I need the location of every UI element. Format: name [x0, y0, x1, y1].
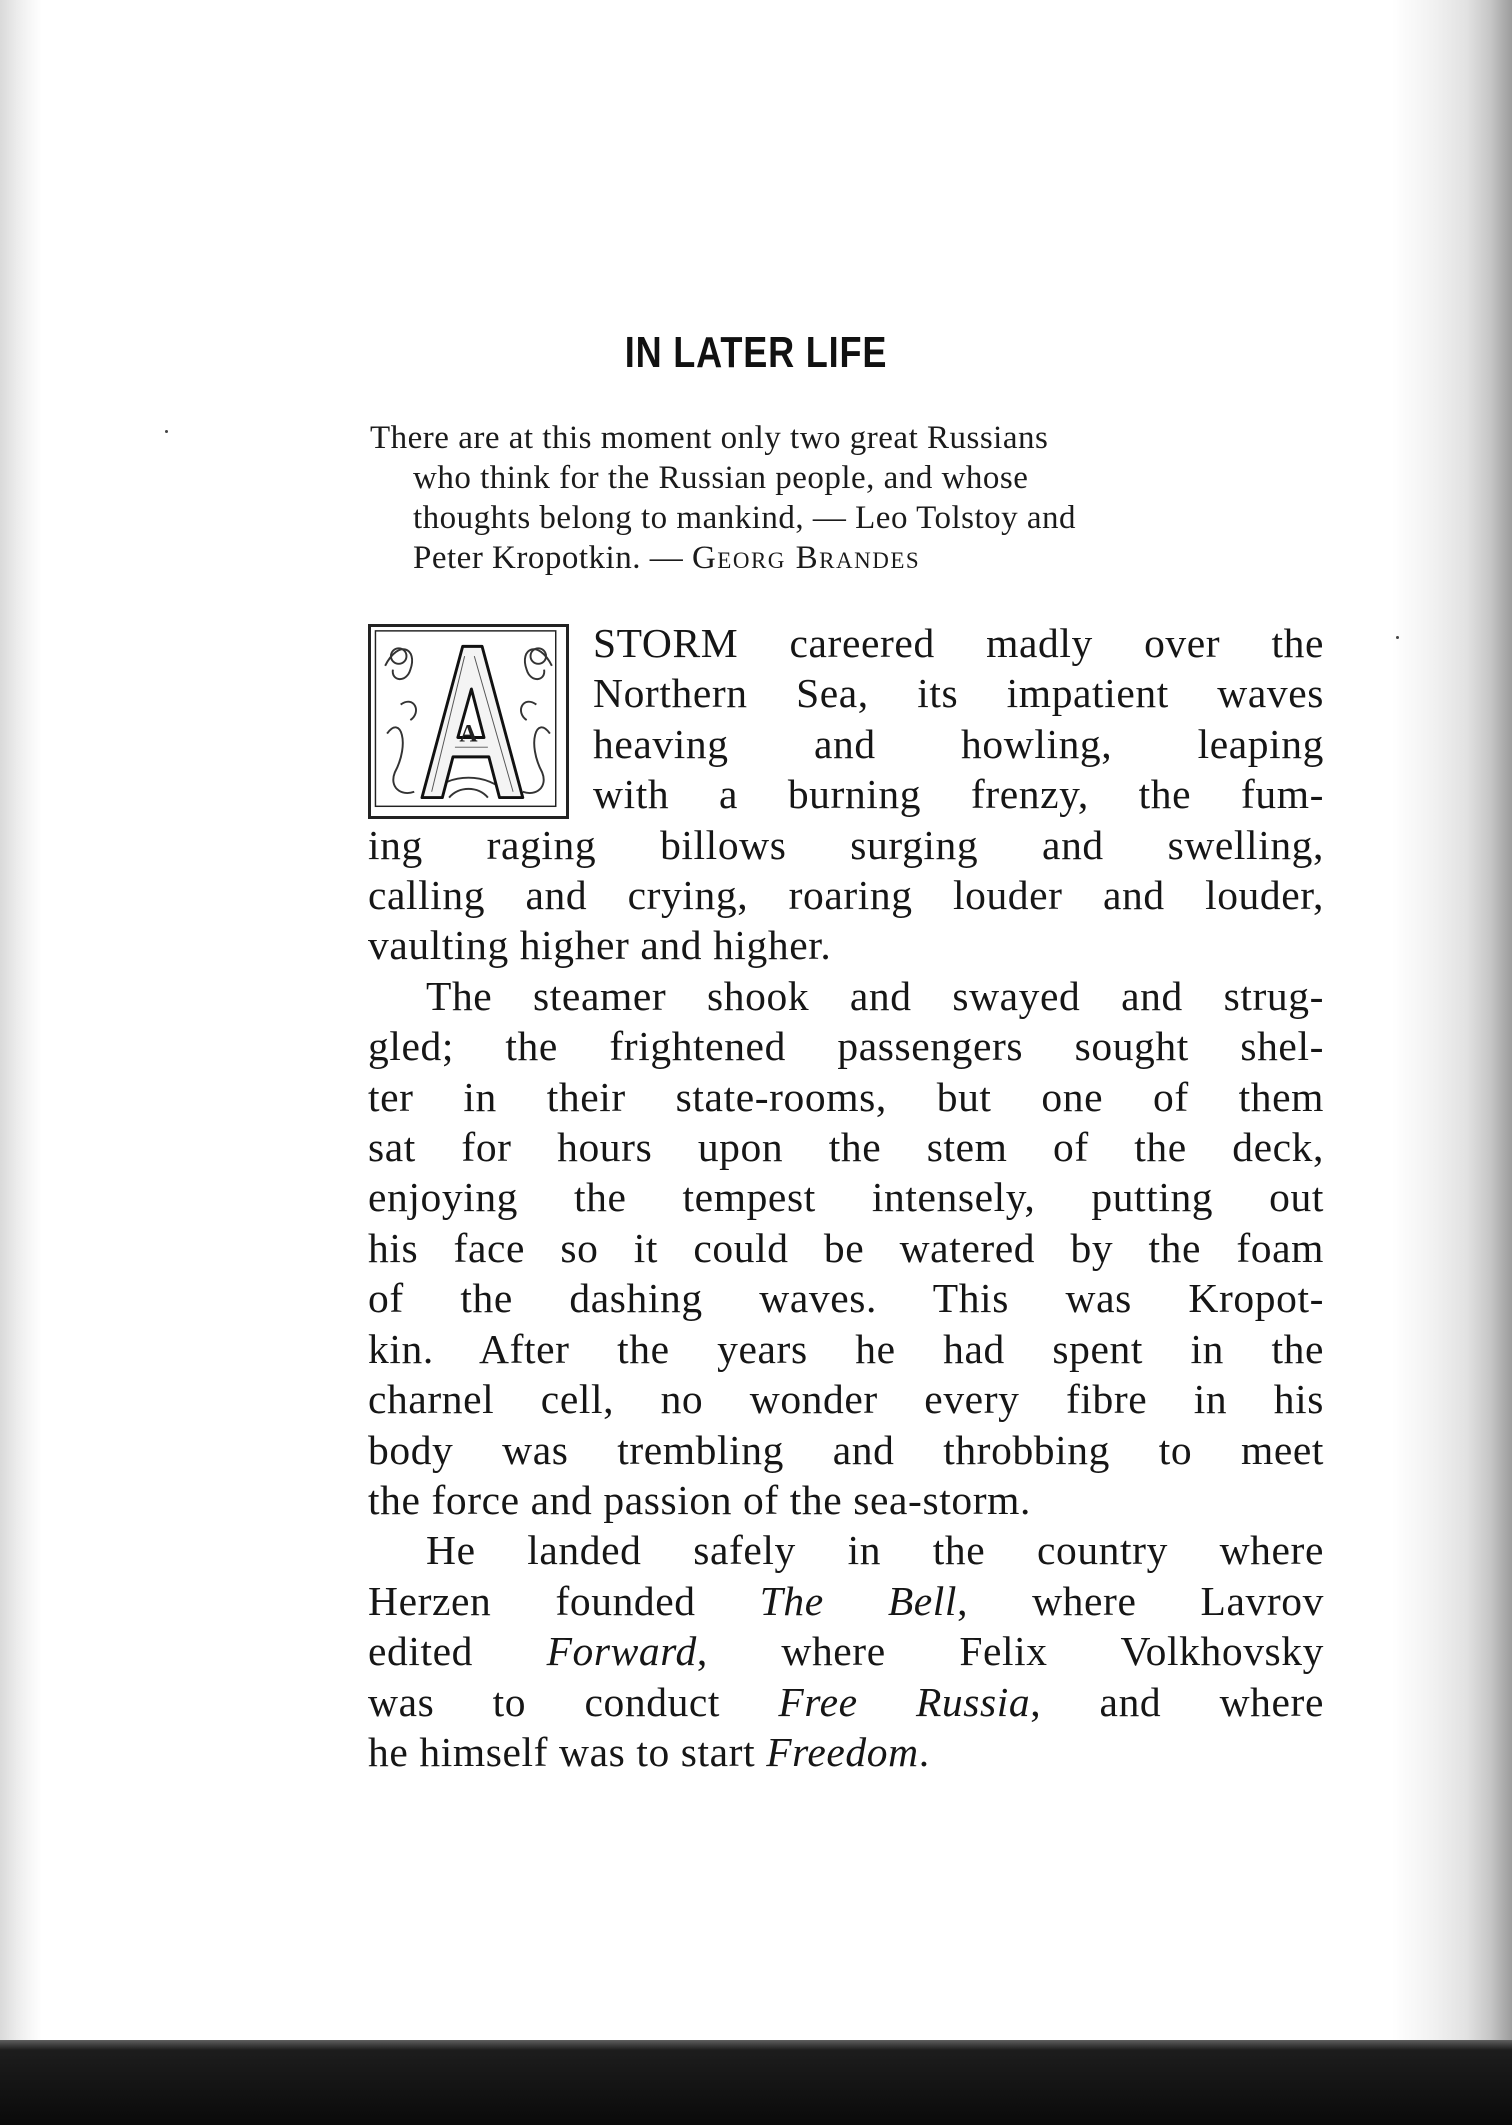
paragraph-2-line: charnel cell, no wonder every fibre in his — [368, 1376, 1324, 1423]
text-run: edited — [368, 1628, 547, 1675]
publication-title-freedom: Freedom — [766, 1728, 919, 1775]
paragraph-3-line — [368, 1727, 1324, 1777]
paragraph-2-line: gled; the frightened passengers sought shel- — [368, 1023, 1324, 1070]
body-text — [368, 618, 1324, 1777]
publication-title-free-russia: Free Russia — [778, 1678, 1031, 1725]
text-run: . — [918, 1728, 930, 1775]
paragraph-2-line: enjoying the tempest intensely, putting out — [368, 1174, 1324, 1221]
paragraph-2-line: the force and passion of the sea-storm. — [368, 1476, 1031, 1523]
publication-title-the-bell: The Bell — [759, 1577, 958, 1624]
epigraph-line: thoughts belong to mankind, — Leo Tolstoy and — [413, 500, 1077, 536]
paragraph-3-line — [368, 1677, 1324, 1727]
paragraph-1-line: Northern Sea, its impatient waves — [593, 670, 1324, 717]
scan-right-margin — [1392, 0, 1512, 2040]
scan-speck — [1396, 636, 1399, 639]
paragraph-1-line: heaving and howling, leaping — [593, 720, 1324, 767]
paragraph-2-line: ter in their state-rooms, but one of them — [368, 1073, 1324, 1120]
paragraph-2-line: The steamer shook and swayed and strug- — [426, 972, 1324, 1019]
paragraph-2-line: his face so it could be watered by the foam — [368, 1224, 1324, 1271]
text-run: , where Lavrov — [957, 1577, 1324, 1624]
page-title: IN LATER LIFE — [624, 328, 888, 377]
paragraph-3-line — [368, 1626, 1324, 1676]
epigraph-last-line — [370, 538, 1320, 578]
publication-title-forward: Forward — [546, 1628, 697, 1675]
paragraph-1-line: with a burning frenzy, the fum- — [593, 771, 1324, 818]
epigraph-line: Peter Kropotkin. — — [413, 540, 692, 576]
text-run: , and where — [1030, 1678, 1324, 1725]
paragraph-3-line — [368, 1576, 1324, 1626]
text-run: , where Felix Volkhovsky — [696, 1628, 1324, 1675]
scan-bottom-margin — [0, 2040, 1512, 2125]
paragraph-2-line: of the dashing waves. This was Kropot- — [368, 1275, 1324, 1322]
paragraph-3-line: He landed safely in the country where — [426, 1527, 1324, 1574]
scan-speck — [165, 430, 168, 433]
paragraph-1-line: STORM careered madly over the — [593, 620, 1324, 666]
paragraph-1-line: calling and crying, roaring louder and louder, — [368, 872, 1324, 919]
paragraph-1-line: ing raging billows surging and swelling, — [368, 821, 1324, 868]
epigraph-line: who think for the Russian people, and whose — [413, 460, 1029, 496]
paragraph-2-line: kin. After the years he had spent in the — [368, 1325, 1324, 1372]
text-run: he himself was to start — [368, 1728, 767, 1775]
paragraph-2-line: body was trembling and throbbing to meet — [368, 1426, 1324, 1473]
epigraph — [370, 418, 1320, 578]
drop-cap-letter: A — [459, 720, 478, 748]
epigraph-attribution: Georg Brandes — [691, 540, 921, 576]
scan-left-margin — [0, 0, 42, 2125]
text-run: was to conduct — [368, 1678, 779, 1725]
paragraph-1-line: vaulting higher and higher. — [368, 922, 832, 969]
epigraph-line: There are at this moment only two great Russians — [370, 420, 1049, 456]
paragraph-2-line: sat for hours upon the stem of the deck, — [368, 1124, 1324, 1171]
text-run: Herzen founded — [368, 1577, 760, 1624]
